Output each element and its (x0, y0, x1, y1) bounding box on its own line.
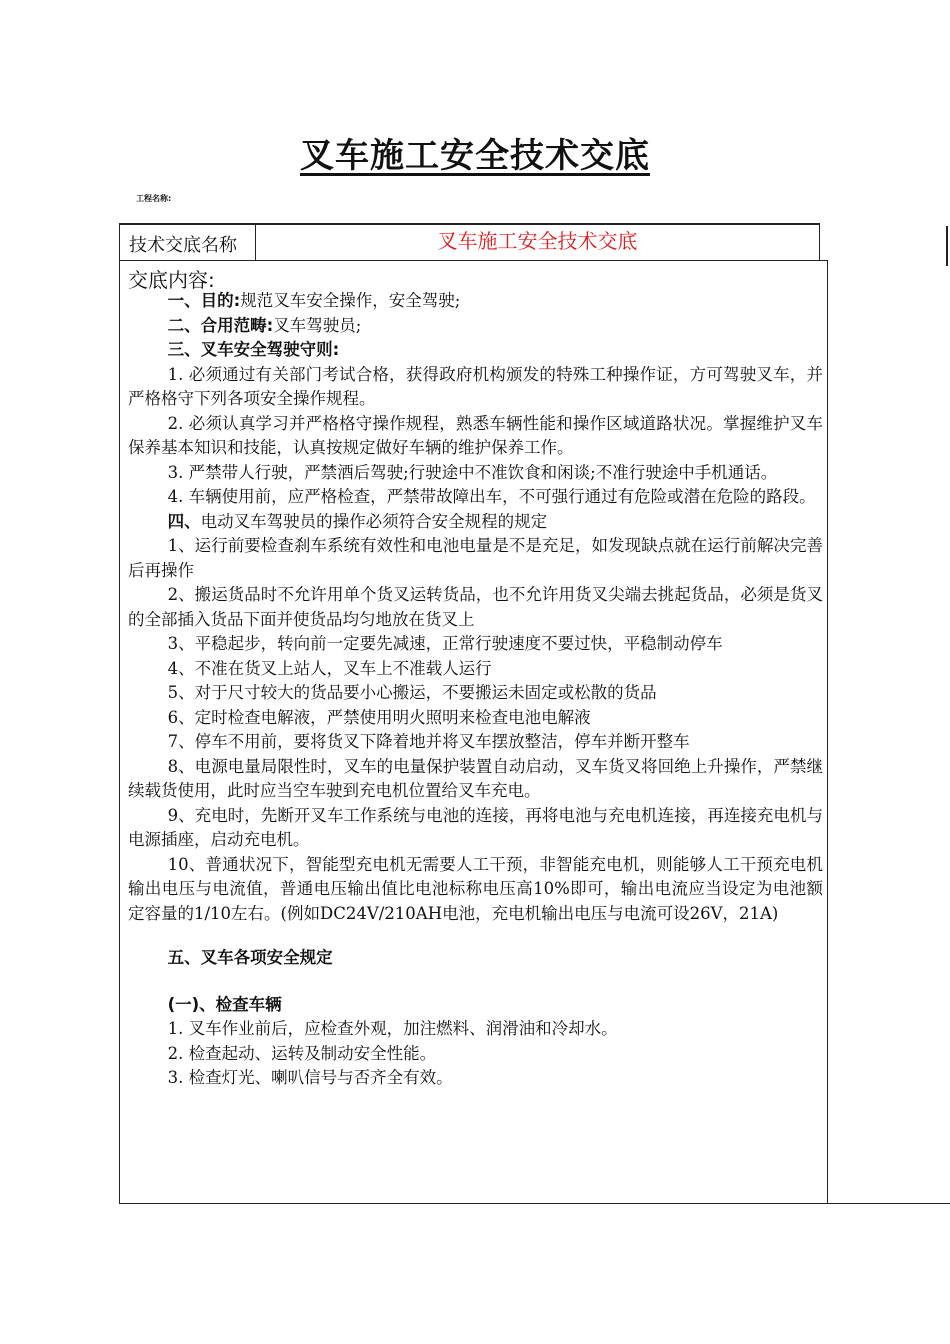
page-edge-mark (946, 226, 948, 266)
electric-item: 7、停车不用前，要将货叉下降着地并将叉车摆放整洁，停车并断开整车 (167, 732, 690, 751)
table-border-right-lower (827, 260, 828, 1204)
electric-item: 2、搬运货品时不允许用单个货叉运转货品，也不允许用货叉尖端去挑起货品，必须是货叉的全部插入货品下面并使货品均匀地放在货叉上 (128, 585, 823, 629)
rule-item: 1. 必须通过有关部门考试合格，获得政府机构颁发的特殊工种操作证，方可驾驶叉车，并严格格守下列各项安全操作规程。 (128, 364, 823, 408)
inspect-heading: (一)、检查车辆 (167, 994, 282, 1014)
electric-item: 9、充电时，先断开叉车工作系统与电池的连接，再将电池与充电机连接，再连接充电机与电源插座，启动充电机。 (128, 805, 823, 849)
purpose-text: 规范叉车安全操作，安全驾驶; (240, 291, 461, 310)
purpose-line (128, 289, 823, 314)
electric-item: 1、运行前要检查刹车系统有效性和电池电量是不是充足，如发现缺点就在运行前解决完善后再操作 (128, 536, 823, 580)
electric-item: 8、电源电量局限性时，叉车的电量保护装置自动启动，叉车货叉将回绝上升操作，严禁继续载货使用，此时应当空车驶到充电机位置给叉车充电。 (128, 756, 823, 800)
regulations-heading: 五、叉车各项安全规定 (167, 948, 333, 967)
rule-item: 3. 严禁带人行驶，严禁酒后驾驶;行驶途中不准饮食和闲谈;不准行驶途中手机通话。 (167, 462, 778, 482)
electric-heading-number: 四、 (167, 511, 201, 531)
document-title: 叉车施工安全技术交底 (300, 136, 650, 176)
scope-label: 二、合用范畴: (167, 315, 274, 335)
project-name-label: 工程名称: (136, 194, 172, 203)
table-border-left (119, 223, 120, 1204)
disclosure-content (128, 289, 823, 1091)
rule-item: 2. 必须认真学习并严格格守操作规程，熟悉车辆性能和操作区域道路状况。掌握维护叉车保养基本知识和技能，认真按规定做好车辆的维护保养工作。 (128, 413, 823, 457)
inspect-item: 1. 叉车作业前后，应检查外观，加注燃料、润滑油和冷却水。 (167, 1019, 618, 1038)
table-border-right-upper (819, 223, 820, 261)
disclosure-name-label: 技术交底名称 (129, 235, 237, 256)
electric-heading (128, 510, 823, 535)
rules-heading: 三、叉车安全驾驶守则: (167, 340, 340, 359)
table-border-bottom (119, 1203, 950, 1204)
purpose-label: 一、目的: (167, 291, 241, 310)
electric-item: 4、不准在货叉上站人，叉车上不准载人运行 (167, 658, 492, 678)
inspect-item: 2. 检查起动、运转及制动安全性能。 (167, 1043, 437, 1063)
table-border-middle (119, 260, 828, 261)
scope-line (128, 314, 823, 339)
electric-heading-text: 电动叉车驾驶员的操作必须符合安全规程的规定 (200, 511, 548, 531)
electric-item: 10、普通状况下，智能型充电机无需要人工干预，非智能充电机，则能够人工干预充电机输出电压与电流值，普通电压输出值比电池标称电压高10%即可，输出电流应当设定为电池额定容量的1/10左右。(例如DC24V/210AH电池，充电机输出电压与电流可设26V，21A) (128, 854, 823, 923)
disclosure-name-value: 叉车施工安全技术交底 (437, 229, 638, 253)
scope-text: 叉车驾驶员; (273, 315, 362, 335)
content-label: 交底内容: (128, 268, 215, 292)
inspect-item: 3. 检查灯光、喇叭信号与否齐全有效。 (167, 1068, 453, 1087)
electric-item: 3、平稳起步，转向前一定要先减速，正常行驶速度不要过快，平稳制动停车 (167, 634, 723, 653)
electric-item: 6、定时检查电解液，严禁使用明火照明来检查电池电解液 (167, 707, 591, 727)
electric-item: 5、对于尺寸较大的货品要小心搬运，不要搬运未固定或松散的货品 (167, 683, 657, 702)
rule-item: 4. 车辆使用前，应严格检查，严禁带故障出车，不可强行通过有危险或潜在危险的路段。 (167, 487, 816, 506)
